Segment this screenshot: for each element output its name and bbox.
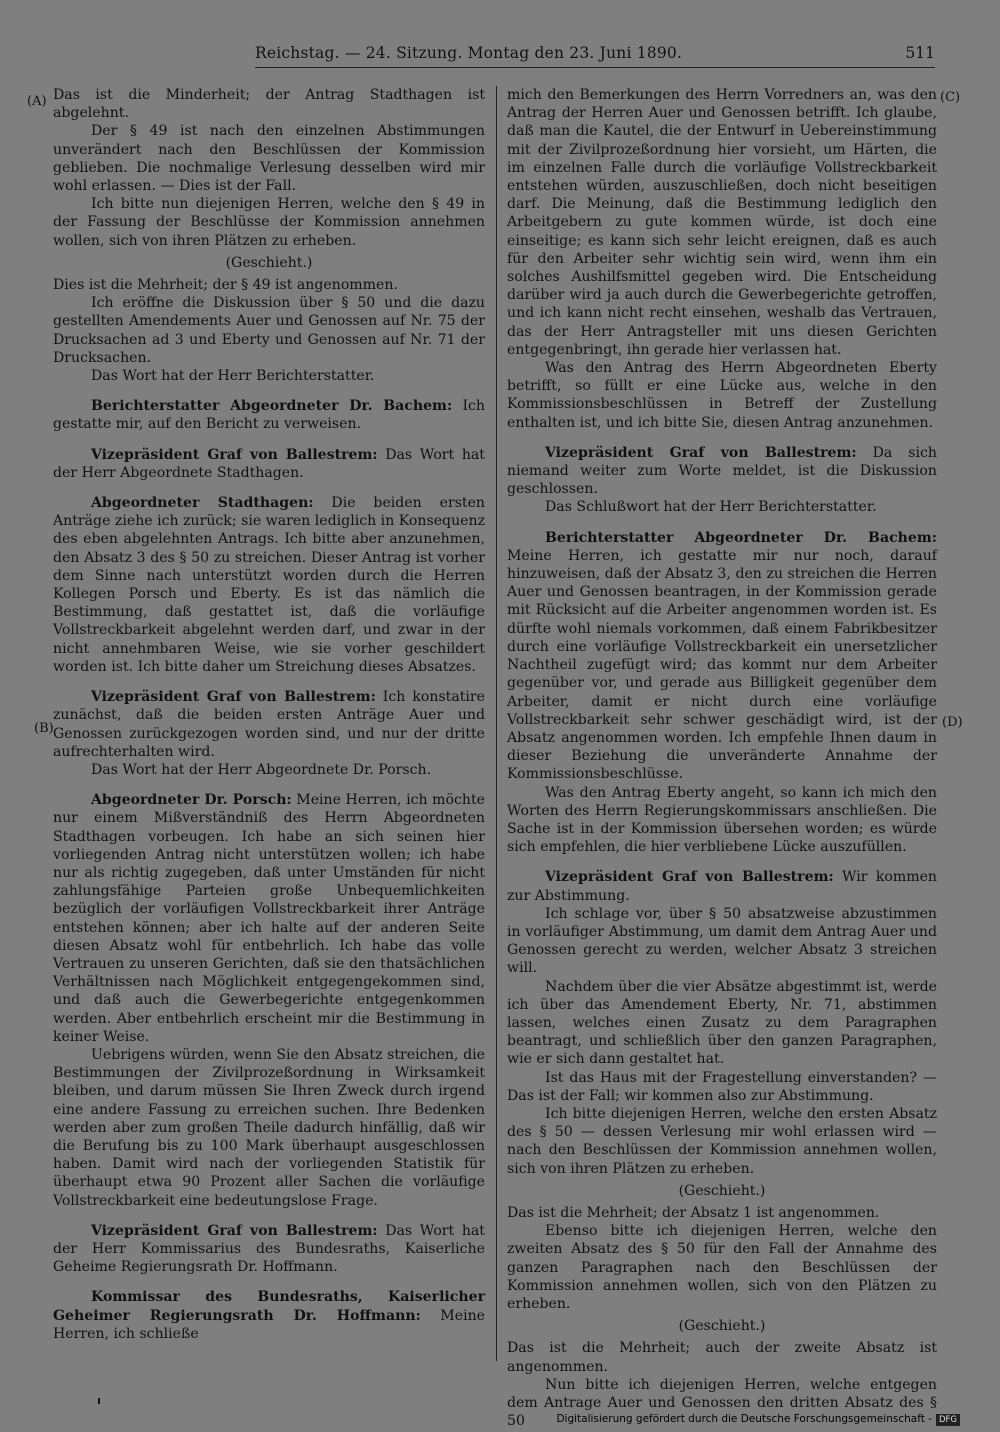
speech-text: Da sich niemand weiter zum Worte meldet, ist die Diskussion geschlossen. xyxy=(507,444,937,498)
paragraph: Das Wort hat der Herr Berichterstatter. xyxy=(91,368,375,385)
paragraph: Ich eröffne die Diskussion über § 50 und die dazu gestellten Amendements Auer und Genossen auf Nr. 75 der Drucksachen ad 3 und Eberty und Genossen auf Nr. 71 der Drucksachen. xyxy=(53,295,485,366)
speech-text: Die beiden ersten Anträge ziehe ich zurück; sie waren lediglich in Konsequenz des eben abgelehnten Antrags. Ich bitte aber anzunehmen, den Absatz 3 des § 50 zu streichen. Dieser Antrag ist vorher dem Sinne nach unterstützt worden durch die Herren Kollegen Porsch und Eberty. Es ist das nämlich die Bestimmung, daß gestattet ist, daß die vorläufige Vollstreckbarkeit abgelehnt werden darf, und zwar in der nicht annehmbaren Weise, wie sie vorher geschildert worden ist. Ich bitte daher um Streichung dieses Absatzes. xyxy=(53,495,486,675)
speech-text: Ich konstatire zunächst, daß die beiden ersten Anträge Auer und Genossen zurückgezogen worden sind, und nur der dritte aufrechterhalten wird. xyxy=(53,689,485,760)
margin-letter-b: (B) xyxy=(34,721,54,736)
page-number: 511 xyxy=(905,44,935,62)
left-column xyxy=(53,86,485,1343)
speech-paragraph xyxy=(53,688,485,761)
stage-direction: (Geschieht.) xyxy=(225,254,313,271)
ink-mark xyxy=(98,1398,100,1404)
paragraph: Das ist die Minderheit; der Antrag Stadthagen ist abgelehnt. xyxy=(53,87,485,122)
page-header xyxy=(255,44,935,68)
speaker-name: Berichterstatter Abgeordneter Dr. Bachem: xyxy=(545,529,937,546)
paragraph: Nun bitte ich diejenigen Herren, welche entgegen dem Antrage Auer und Genossen den dritten Absatz des § 50 xyxy=(507,1376,937,1430)
margin-letter-a: (A) xyxy=(27,94,47,109)
paragraph: Nachdem über die vier Absätze abgestimmt ist, werde ich über das Amendement Eberty, Nr. 71, abstimmen lassen, welches einen Zusatz zu dem Paragraphen beantragt, und schließlich über den ganzen Paragraphen, wie er sich dann gestaltet hat. xyxy=(507,978,937,1068)
speaker-name: Abgeordneter Stadthagen: xyxy=(91,495,314,512)
margin-letter-d: (D) xyxy=(942,715,963,730)
stage-direction: (Geschieht.) xyxy=(678,1182,766,1199)
paragraph: Ich bitte nun diejenigen Herren, welche den § 49 in der Fassung der Beschlüsse der Kommission annehmen wollen, sich von ihren Plätzen zu erheben. xyxy=(53,196,485,249)
header-rule xyxy=(255,67,935,68)
speech-text: Meine Herren, ich gestatte mir nur noch, darauf hinzuweisen, daß der Absatz 3, den zu streichen die Herren Auer und Genossen beantragen, in der Kommission gerade mit Rücksicht auf die Arbeiter angenommen worden ist. Es dürfte wohl niemals vorkommen, daß einem Fabrikbesitzer durch eine vorläufige Vollstreckbarkeit ein unersetzlicher Nachtheil zugefügt wird; das kommt nur dem Arbeiter gegenüber vor, und gerade aus Billigkeit gegenüber dem Arbeiter, damit er nicht durch eine vorläufige Vollstreckbarkeit sehr schwer geschädigt wird, ist der Absatz angenommen worden. Ich empfehle Ihnen daum in dieser Beziehung die unveränderte Annahme der Kommissionsbeschlüsse. xyxy=(507,547,937,783)
running-title: Reichstag. — 24. Sitzung. Montag den 23. Juni 1890. xyxy=(255,44,683,62)
speech-paragraph xyxy=(507,868,937,904)
dfg-logo: DFG xyxy=(936,1414,960,1426)
speaker-name: Vizepräsident Graf von Ballestrem: xyxy=(91,1222,378,1239)
margin-letter-c: (C) xyxy=(940,90,961,105)
paragraph: Ist das Haus mit der Fragestellung einverstanden? — Das ist der Fall; wir kommen also zur Abstimmung. xyxy=(507,1069,937,1104)
speech-paragraph xyxy=(53,494,485,676)
speech-paragraph xyxy=(53,1288,485,1343)
speech-paragraph xyxy=(53,446,485,482)
speaker-name: Vizepräsident Graf von Ballestrem: xyxy=(545,444,857,461)
paragraph: Das ist die Mehrheit; auch der zweite Absatz ist angenommen. xyxy=(507,1340,937,1375)
speech-text: Das Wort hat der Herr Kommissarius des Bundesraths, Kaiserliche Geheime Regierungsrath Dr. Hoffmann. xyxy=(53,1222,485,1276)
speaker-name: Abgeordneter Dr. Porsch: xyxy=(91,792,292,809)
speech-text: Meine Herren, ich schließe xyxy=(53,1307,485,1342)
speaker-name: Vizepräsident Graf von Ballestrem: xyxy=(545,869,834,886)
paragraph: Der § 49 ist nach den einzelnen Abstimmungen unverändert nach den Beschlüssen der Kommission geblieben. Die nochmalige Verlesung desselben wird mir wohl erlassen. — Dies ist der Fall. xyxy=(53,123,485,195)
speech-text: Meine Herren, ich möchte nur einem Mißverständniß des Herrn Abgeordneten Stadthagen vorbeugen. Ich habe an sich seinen hier vorliegenden Antrag nicht unterstützen wollen; ich habe nur als richtig zugegeben, daß unter Umständen für nicht zahlungsfähige Parteien große Unbequemlichkeiten bezüglich der vorläufigen Vollstreckbarkeit ihrer Anträge entstehen können; aber ich halte auf der anderen Seite diesen Absatz wohl für entbehrlich. Ich habe das volle Vertrauen zu unseren Gerichten, daß sie den thatsächlichen Verhältnissen nach Möglichkeit entgegengekommen sind, und daß auch die Gewerbegerichte entgegenkommen werden. Aber entbehrlich erscheint mir die Bestimmung in keiner Weise. xyxy=(53,792,485,1045)
column-divider xyxy=(496,86,497,1361)
footer-credit: Digitalisierung gefördert durch die Deutsche Forschungsgemeinschaft - xyxy=(556,1413,932,1425)
paragraph: Ich schlage vor, über § 50 absatzweise abzustimmen in vorläufiger Abstimmung, um damit dem Antrag Auer und Genossen gerecht zu werden, welcher Absatz 3 streichen will. xyxy=(507,905,937,977)
speech-text: Wir kommen zur Abstimmung. xyxy=(507,869,937,904)
speech-paragraph xyxy=(507,529,937,784)
speaker-name: Vizepräsident Graf von Ballestrem: xyxy=(91,689,376,706)
paragraph: Ich bitte diejenigen Herren, welche den ersten Absatz des § 50 — dessen Verlesung mir wohl erlassen wird — nach den Beschlüssen der Kommission annehmen wollen, sich von ihren Plätzen zu erheben. xyxy=(507,1105,937,1177)
paragraph: Das Wort hat der Herr Abgeordnete Dr. Porsch. xyxy=(91,761,432,778)
speech-paragraph xyxy=(53,791,485,1046)
paragraph: Ebenso bitte ich diejenigen Herren, welche den zweiten Absatz des § 50 für den Fall der Annahme des ganzen Paragraphen nach den Beschlüssen der Kommission annehmen wollen, sich von den Plätzen zu erheben. xyxy=(507,1223,937,1312)
speaker-name: Berichterstatter Abgeordneter Dr. Bachem: xyxy=(91,398,453,415)
stage-direction: (Geschieht.) xyxy=(678,1318,766,1335)
speaker-name: Kommissar des Bundesraths, Kaiserlicher Geheimer Regierungsrath Dr. Hoffmann: xyxy=(53,1289,485,1324)
right-column xyxy=(507,86,937,1430)
speech-paragraph xyxy=(53,397,485,433)
speech-paragraph xyxy=(507,444,937,499)
paragraph: Dies ist die Mehrheit; der § 49 ist angenommen. xyxy=(53,277,398,294)
paragraph: mich den Bemerkungen des Herrn Vorredners an, was den Antrag der Herren Auer und Genossen betrifft. Ich glaube, daß man die Kautel, die der Entwurf in Uebereinstimmung mit der Zivilprozeßordnung hier vorsieht, um Härten, die im einzelnen Falle durch die vorläufige Vollstreckbarkeit entstehen würden, auszuschließen, doch nicht beseitigen darf. Die Meinung, daß die Bestimmung lediglich den Arbeitgebern zu gute kommen würde, ist doch eine einseitige; es kann sich sehr leicht ereignen, daß es auch für den Arbeiter sehr wichtig sein wird, wenn ihm ein solches Aushilfsmittel gegeben wird. Die Entscheidung darüber wird ja auch durch die Gewerbegerichte getroffen, und ich kann nicht recht einsehen, weshalb das Vertrauen, das der Herr Antragsteller mit uns diesen Gerichten entgegenbringt, ihn gerade hier verlassen hat. xyxy=(507,87,937,358)
speech-text: Das Wort hat der Herr Abgeordnete Stadthagen. xyxy=(53,446,485,481)
paragraph: Uebrigens würden, wenn Sie den Absatz streichen, die Bestimmungen der Zivilprozeßordnung in Wirksamkeit bleiben, und darum müssen Sie Ihren Zweck durch irgend eine andere Fassung zu erreichen suchen. Ihre Bedenken werden aber zum großen Theile dadurch hinfällig, daß wir die Berufung bis zu 100 Mark überhaupt ausgeschlossen haben. Damit wird nach der vorliegenden Statistik für überhaupt etwa 90 Prozent aller Sachen die vorläufige Vollstreckbarkeit eine bedeutungslose Frage. xyxy=(53,1046,485,1209)
speaker-name: Vizepräsident Graf von Ballestrem: xyxy=(91,446,378,463)
footer xyxy=(556,1413,960,1426)
paragraph: Das ist die Mehrheit; der Absatz 1 ist angenommen. xyxy=(507,1204,880,1221)
speech-paragraph xyxy=(53,1222,485,1277)
speech-text: Ich gestatte mir, auf den Bericht zu verweisen. xyxy=(53,398,485,433)
paragraph: Was den Antrag des Herrn Abgeordneten Eberty betrifft, so füllt er eine Lücke aus, welche in den Kommissionsbeschlüssen in Betreff der Zustellung enthalten ist, und ich bitte Sie, diesen Antrag anzunehmen. xyxy=(507,360,937,431)
paragraph: Was den Antrag Eberty angeht, so kann ich mich den Worten des Herrn Regierungskommissars anschließen. Die Sache ist in der Kommission übersehen worden; es würde sich empfehlen, die hier verbliebene Lücke auszufüllen. xyxy=(507,784,937,856)
paragraph: Das Schlußwort hat der Herr Berichterstatter. xyxy=(545,499,877,516)
